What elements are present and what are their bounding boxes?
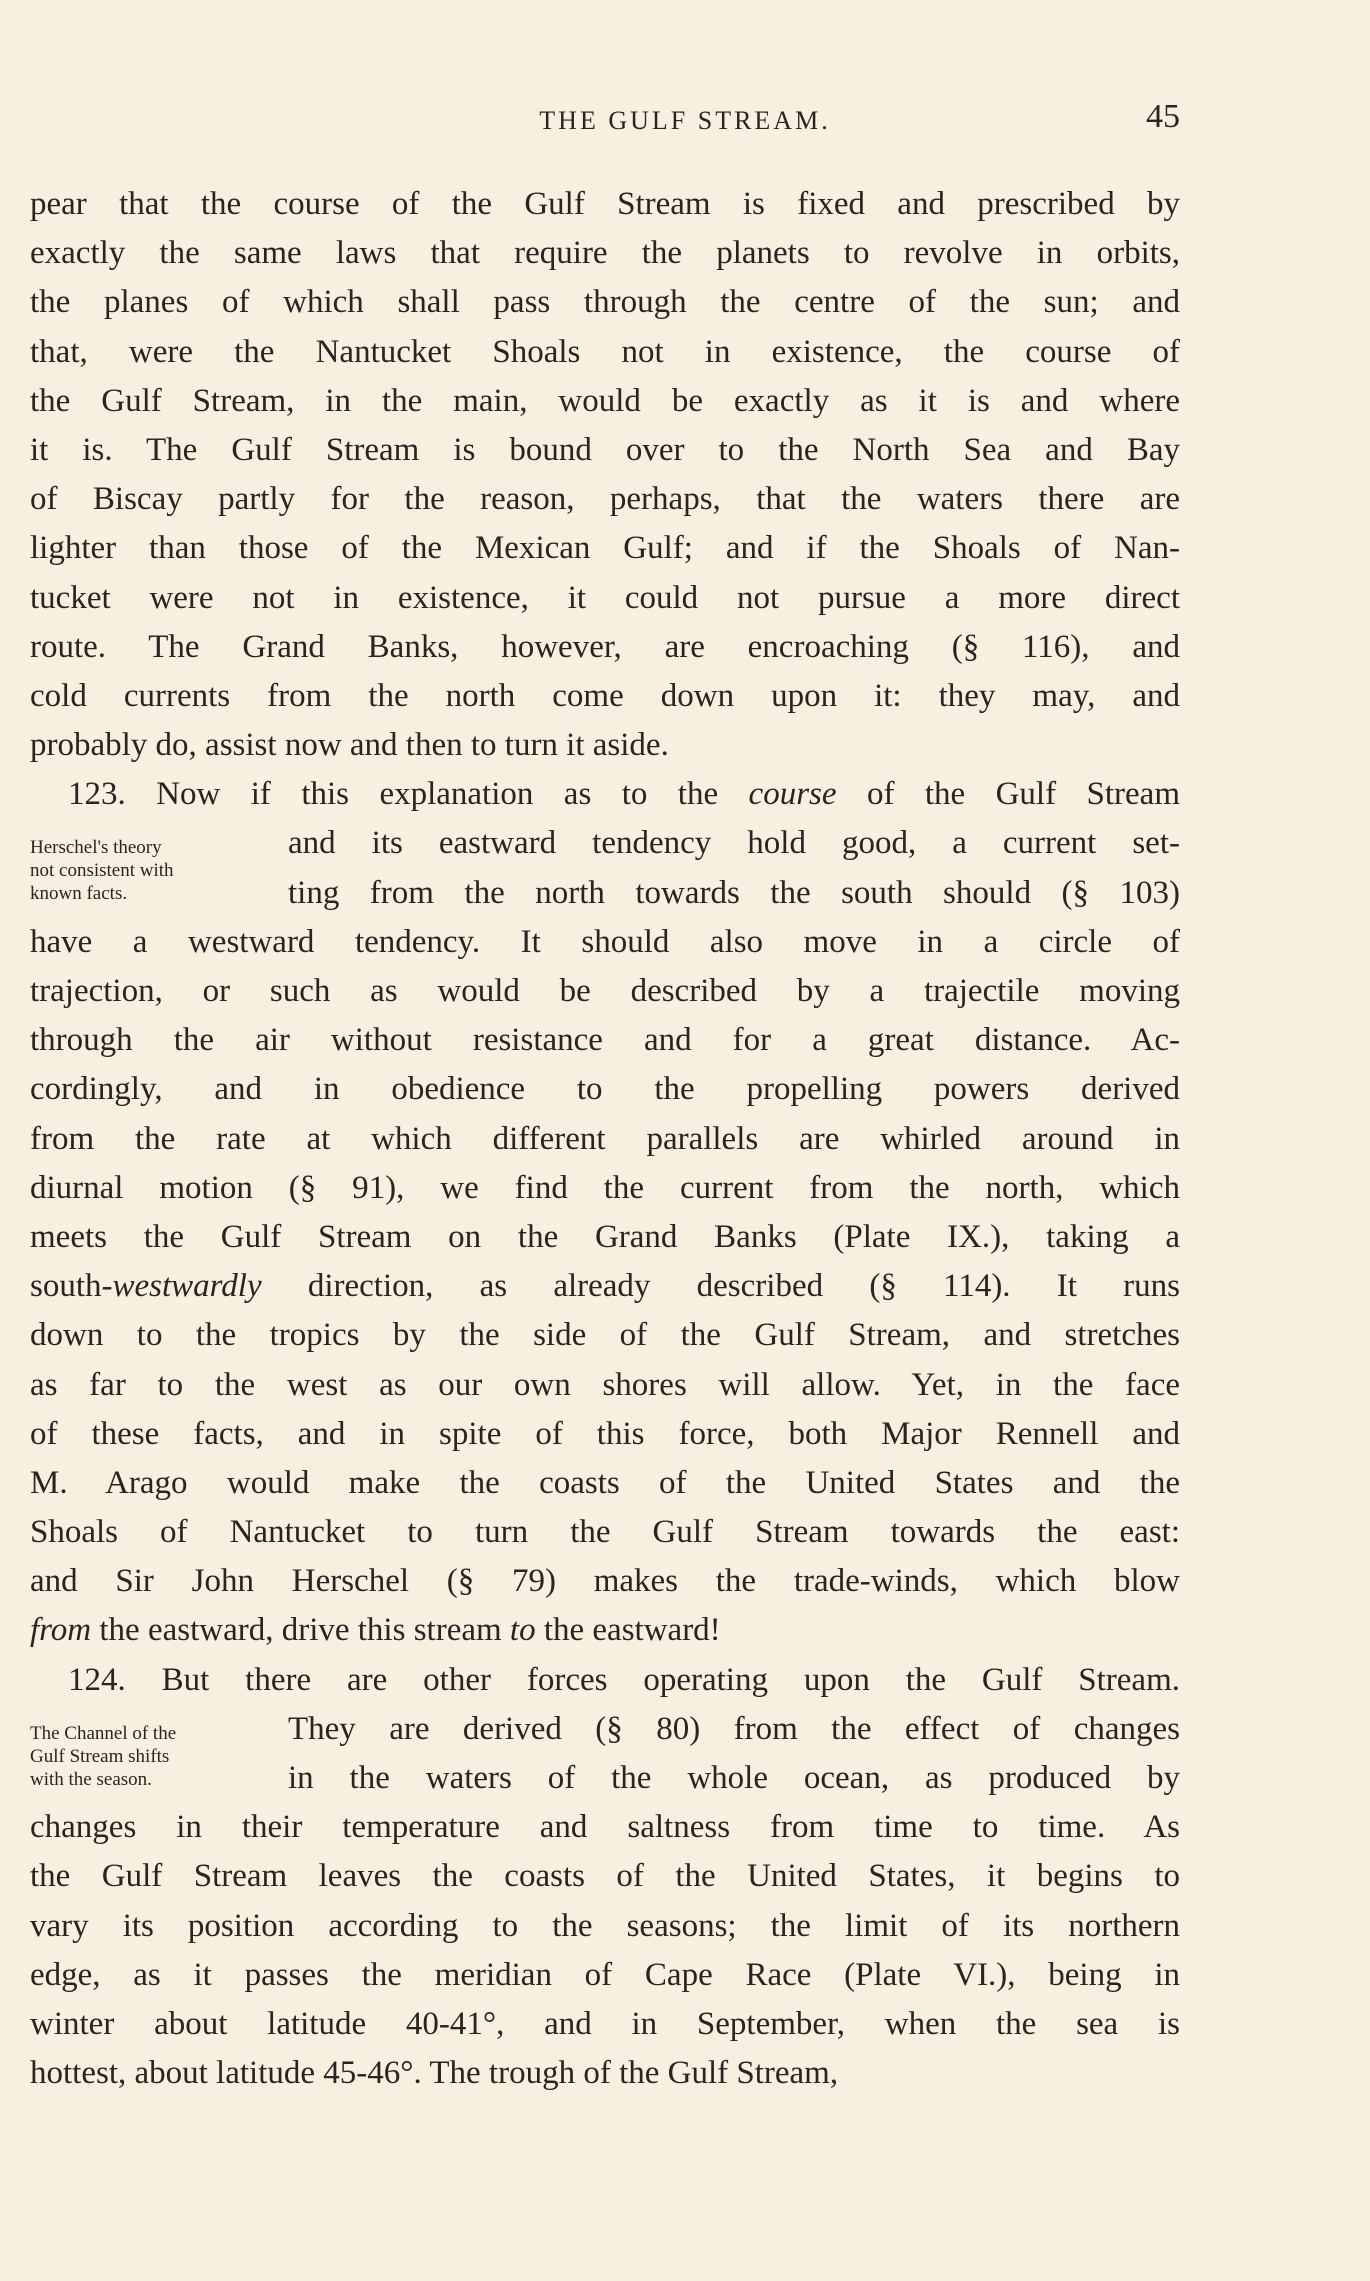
text-line: route. The Grand Banks, however, are encroaching (§ 116), and (30, 628, 1180, 665)
text-line: as far to the west as our own shores will allow. Yet, in the face (30, 1366, 1180, 1403)
text-line: pear that the course of the Gulf Stream is fixed and prescribed by (30, 186, 1180, 222)
text-line: through the air without resistance and for a great distance. Ac- (30, 1022, 1180, 1059)
text-line: winter about latitude 40-41°, and in September, when the sea is (30, 2005, 1180, 2042)
text-line: exactly the same laws that require the planets to revolve in orbits, (30, 235, 1180, 272)
sidenote-line: not consistent with (30, 860, 174, 881)
text-span: of the Gulf Stream (836, 776, 1180, 813)
body-text (30, 180, 1180, 2098)
sidenote-line: The Channel of the (30, 1723, 177, 1744)
text-line: and its eastward tendency hold good, a current set- (288, 825, 1180, 862)
text-span: the eastward, drive this stream (91, 1612, 510, 1649)
text-span: the eastward! (535, 1612, 721, 1649)
text-line: in the waters of the whole ocean, as produced by (288, 1760, 1180, 1796)
text-line: hottest, about latitude 45-46°. The trough of the Gulf Stream, (30, 2055, 839, 2092)
text-line: and Sir John Herschel (§ 79) makes the trade-winds, which blow (30, 1563, 1180, 1600)
text-line: probably do, assist now and then to turn it aside. (30, 727, 669, 764)
italic-span: to (509, 1612, 536, 1649)
italic-span: course (748, 776, 837, 813)
text-line: the planes of which shall pass through the centre of the sun; and (30, 284, 1180, 321)
running-head: THE GULF STREAM. (539, 106, 831, 135)
text-line: trajection, or such as would be described by a trajectile moving (30, 973, 1180, 1009)
sidenote-line: known facts. (30, 883, 128, 904)
text-line: it is. The Gulf Stream is bound over to the North Sea and Bay (30, 431, 1180, 468)
text-line: of these facts, and in spite of this force, both Major Rennell and (30, 1415, 1180, 1452)
text-line: vary its position according to the seasons; the limit of its northern (30, 1907, 1180, 1944)
text-line: have a westward tendency. It should also move in a circle of (30, 923, 1180, 960)
text-line: Shoals of Nantucket to turn the Gulf Stream towards the east: (30, 1514, 1180, 1551)
text-line: lighter than those of the Mexican Gulf; and if the Shoals of Nan- (30, 530, 1180, 567)
text-line (30, 1606, 1180, 1655)
sidenote-herschel-theory (30, 836, 275, 905)
text-line: cold currents from the north come down upon it: they may, and (30, 677, 1180, 714)
sidenote-line: Gulf Stream shifts (30, 1746, 170, 1767)
page-header (0, 90, 1370, 150)
text-line: edge, as it passes the meridian of Cape Race (Plate VI.), being in (30, 1956, 1180, 1993)
sidenote-channel-shifts (30, 1722, 275, 1791)
sidenote-line: Herschel's theory (30, 837, 162, 858)
paragraph-123-start (30, 770, 1180, 819)
text-line (30, 1262, 1180, 1311)
paragraph-124-start: 124. But there are other forces operating upon the Gulf Stream. (68, 1661, 1180, 1698)
text-span: direction, as already described (§ 114). It runs (261, 1268, 1180, 1305)
text-line: the Gulf Stream leaves the coasts of the United States, it begins to (30, 1858, 1180, 1895)
text-line: that, were the Nantucket Shoals not in existence, the course of (30, 333, 1180, 370)
italic-span: westwardly (112, 1268, 262, 1305)
text-span: south- (30, 1268, 113, 1305)
text-line: ting from the north towards the south should (§ 103) (288, 874, 1180, 911)
text-line: tucket were not in existence, it could not pursue a more direct (30, 579, 1180, 616)
text-line: down to the tropics by the side of the Gulf Stream, and stretches (30, 1317, 1180, 1354)
text-line: M. Arago would make the coasts of the United States and the (30, 1464, 1180, 1501)
text-span: 123. Now if this explanation as to the (68, 776, 749, 813)
text-line: the Gulf Stream, in the main, would be exactly as it is and where (30, 382, 1180, 419)
text-line: of Biscay partly for the reason, perhaps, that the waters there are (30, 481, 1180, 518)
italic-span: from (30, 1612, 92, 1649)
text-line: cordingly, and in obedience to the propelling powers derived (30, 1071, 1180, 1108)
page-number: 45 (1146, 98, 1180, 135)
text-line: changes in their temperature and saltness from time to time. As (30, 1809, 1180, 1846)
text-line: diurnal motion (§ 91), we find the current from the north, which (30, 1169, 1180, 1206)
text-line: from the rate at which different parallels are whirled around in (30, 1120, 1180, 1157)
text-line: meets the Gulf Stream on the Grand Banks (Plate IX.), taking a (30, 1218, 1180, 1255)
sidenote-line: with the season. (30, 1769, 152, 1790)
text-line: They are derived (§ 80) from the effect of changes (288, 1710, 1180, 1747)
